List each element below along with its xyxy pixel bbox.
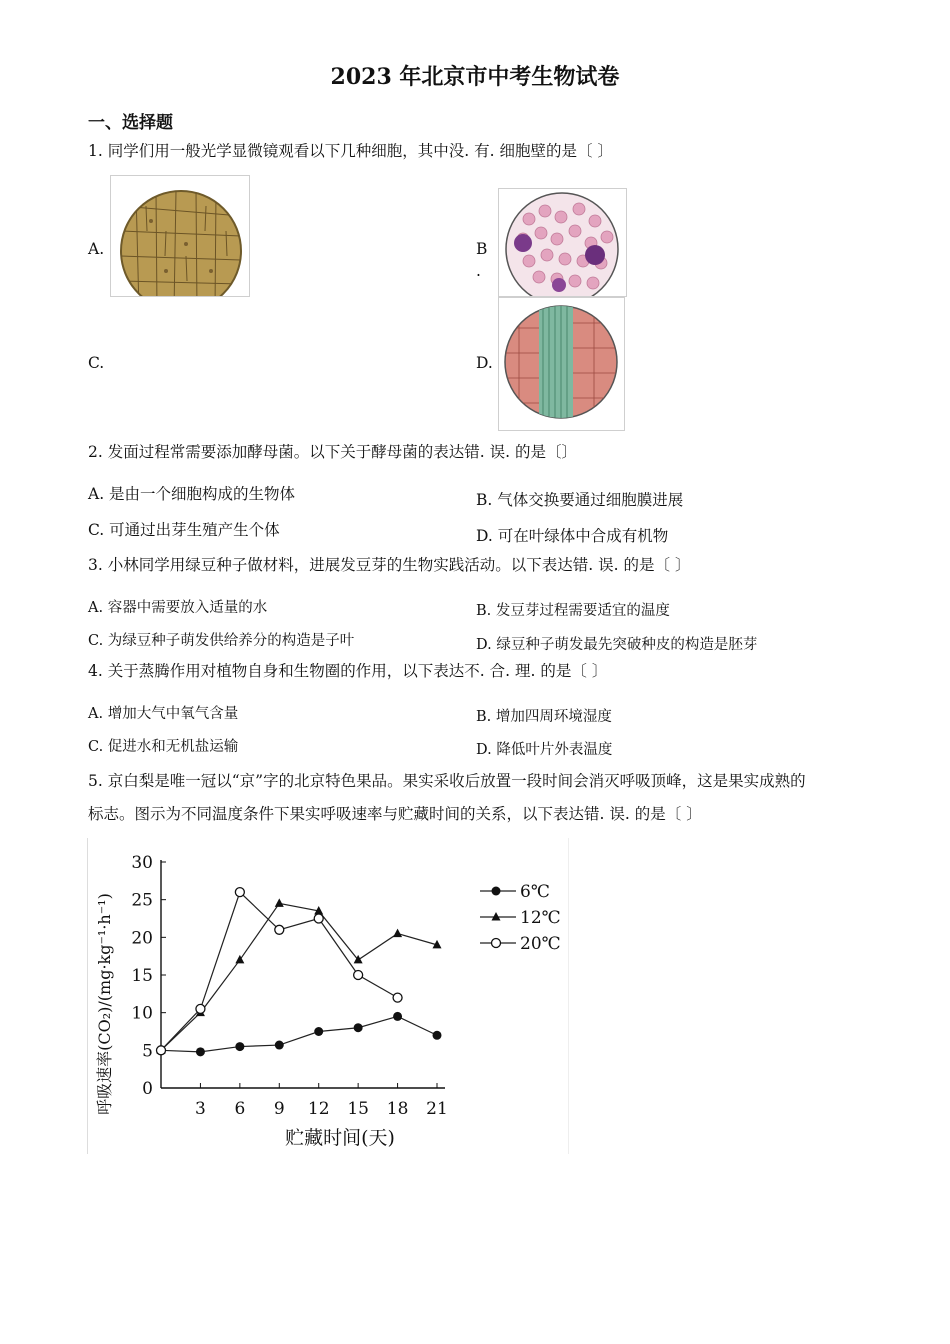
x-tick-label: 21 [426,1099,448,1119]
q4-option-b: B. 增加四周环境湿度 [476,709,612,725]
q2-option-c: C. 可通过出芽生殖产生个体 [88,521,280,539]
x-tick-label: 3 [195,1099,206,1119]
q4-option-c: C. 促进水和无机盐运输 [88,739,239,755]
q2-option-d: D. 可在叶绿体中合成有机物 [476,527,669,545]
data-point-0 [354,1023,363,1032]
data-point-0 [235,1042,244,1051]
data-point-1 [275,898,284,907]
legend-marker-2 [492,939,501,948]
q3-option-d: D. 绿豆种子萌发最先突破种皮的构造是胚芽 [476,637,758,653]
x-tick-label: 18 [386,1099,409,1119]
q5-line-1: 京白梨是唯一冠以“京”字的北京特色果品。果实采收后放置一段时间会消灭呼吸顶峰，这是果实成熟的 [107,772,806,790]
x-tick-label: 12 [307,1099,330,1119]
q5-line-2b: 误 [609,805,625,823]
series-line-1 [161,903,437,1050]
y-tick-label: 15 [131,966,153,986]
q1-option-a-label: A. [88,240,105,258]
q4-number: 4. [88,662,103,680]
data-point-0 [433,1031,442,1040]
q3-text-c: 的是〔 〕 [623,556,691,574]
q5-line-2c: 的是〔 〕 [634,805,702,823]
legend-marker-1 [492,912,501,921]
data-point-1 [393,929,402,938]
q3-text-b: 误 [598,556,614,574]
data-point-2 [157,1046,166,1055]
question-2: 2. 发面过程常需要添加酵母菌。以下关于酵母菌的表达错. 误. 的是〔〕 [88,443,578,461]
x-tick-label: 6 [234,1099,246,1119]
q2-option-b: B. 气体交换要通过细胞膜进展 [476,491,684,509]
y-tick-label: 30 [131,853,153,873]
y-tick-label: 10 [131,1003,153,1024]
plant-tissue-image [498,297,625,431]
q3-option-b: B. 发豆芽过程需要适宜的温度 [476,603,670,619]
q2-number: 2. [88,443,103,461]
x-tick-label: 9 [273,1099,285,1119]
q4-text-d: 的是〔 〕 [540,662,608,680]
q3-option-a: A. 容器中需要放入适量的水 [88,600,268,616]
data-point-2 [314,914,323,923]
question-5-line-2: 标志。图示为不同温度条件下果实呼吸速率与贮藏时间的关系，以下表达错. 误. 的是〔 〕 [88,805,702,823]
section-heading: 一、选择题 [88,113,173,133]
data-point-2 [275,925,284,934]
q2-text-c: 的是〔〕 [515,443,578,461]
legend-marker-0 [492,887,501,896]
legend-label-1: 12℃ [520,908,561,928]
question-4: 4. 关于蒸腾作用对植物自身和生物圈的作用，以下表达不. 合. 理. 的是〔 〕 [88,662,608,680]
q1-text-b: 有 [474,142,490,160]
y-tick-label: 0 [142,1079,153,1099]
data-point-2 [354,971,363,980]
legend-label-0: 6℃ [520,882,550,902]
question-5-line-1 [88,765,806,797]
q1-text-a: 同学们用一般光学显微镜观看以下几种细胞，其中没 [107,142,465,160]
data-point-2 [235,888,244,897]
q2-text-b: 误 [489,443,506,461]
page-title: 2023 年北京市中考生物试卷 [330,64,620,90]
question-3: 3. 小林同学用绿豆种子做材料，进展发豆芽的生物实践活动。以下表达错. 误. 的是〔 〕 [88,556,691,574]
x-tick-label: 15 [347,1099,369,1119]
q4-text-c: 理 [515,662,531,680]
q4-option-d: D. 降低叶片外表温度 [476,742,613,758]
data-point-0 [314,1027,323,1036]
data-point-2 [196,1004,205,1013]
q4-text-b: 合 [489,662,506,680]
q5-line-2a: 标志。图示为不同温度条件下果实呼吸速率与贮藏时间的关系，以下表达错 [88,805,600,823]
q3-option-c: C. 为绿豆种子萌发供给养分的构造是子叶 [88,633,355,649]
onion-cell-image [110,175,250,297]
respiration-chart [87,838,569,1154]
q1-option-b-label: B [476,240,488,258]
data-point-0 [196,1047,205,1056]
data-point-2 [393,993,402,1002]
q2-option-a: A. 是由一个细胞构成的生物体 [88,485,296,503]
blood-cell-image [498,188,627,297]
q3-number: 3. [88,556,103,574]
q2-text-a: 发面过程常需要添加酵母菌。以下关于酵母菌的表达错 [107,443,480,461]
question-1: 1. 同学们用一般光学显微镜观看以下几种细胞，其中没. 有. 细胞壁的是〔 〕 [88,142,613,160]
respiration-chart-svg [88,838,568,1154]
data-point-0 [393,1012,402,1021]
q1-option-b-dot: . [476,262,481,280]
data-point-0 [275,1041,284,1050]
q5-number: 5. [88,772,103,790]
y-axis-label: 呼吸速率(CO₂)/(mg·kg⁻¹·h⁻¹) [95,893,114,1115]
q3-text-a: 小林同学用绿豆种子做材料，进展发豆芽的生物实践活动。以下表达错 [107,556,589,574]
q4-option-a: A. 增加大气中氧气含量 [88,706,239,722]
y-tick-label: 25 [131,890,153,911]
series-line-0 [161,1016,437,1051]
q1-option-d-label: D. [476,354,493,372]
legend-label-2: 20℃ [520,934,561,954]
q1-text-c: 细胞壁的是〔 〕 [499,142,613,160]
x-axis-label: 贮藏时间(天) [285,1127,395,1149]
q1-number: 1. [88,142,103,160]
q1-option-c-label: C. [88,354,105,372]
y-tick-label: 5 [142,1041,153,1062]
y-tick-label: 20 [131,928,153,949]
q4-text-a: 关于蒸腾作用对植物自身和生物圈的作用，以下表达不 [107,662,480,680]
